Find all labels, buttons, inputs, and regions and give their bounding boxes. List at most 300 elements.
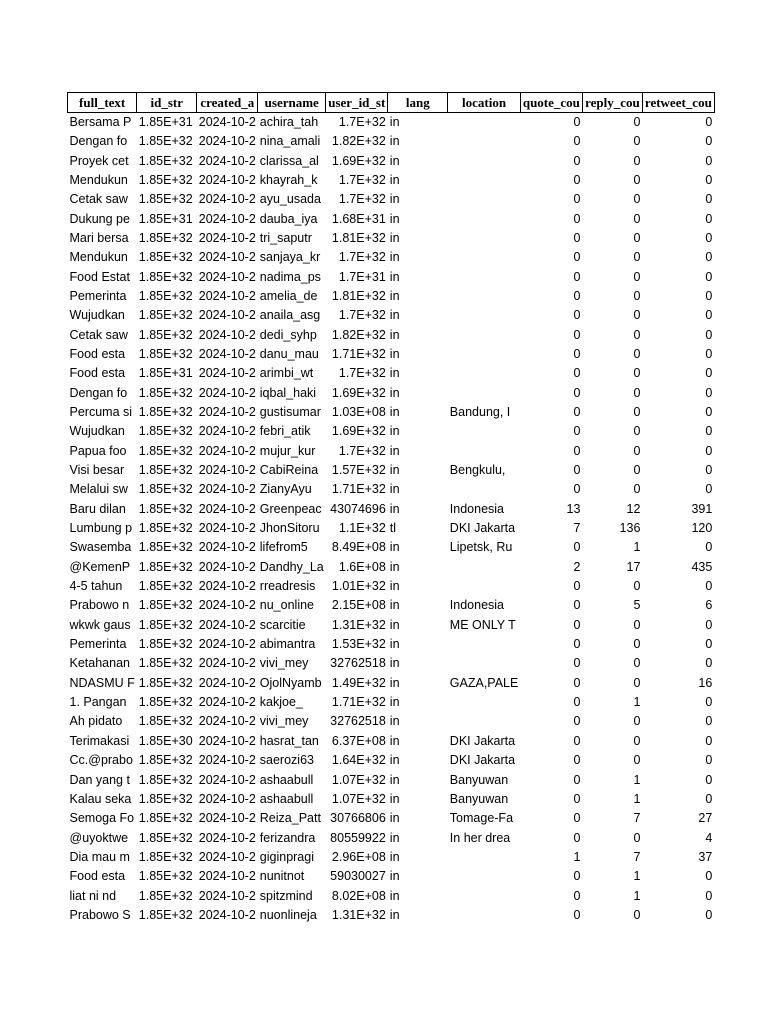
cell-username[interactable]: saerozi63 (259, 753, 314, 768)
cell-created-at[interactable]: 2024-10-2 (198, 443, 256, 458)
cell-id-str[interactable]: 1.85E+31 (138, 211, 193, 226)
cell-quote-count[interactable]: 0 (573, 811, 581, 826)
cell-username[interactable]: dedi_syhp (259, 327, 317, 342)
cell-full-text[interactable]: Prabowo S (69, 907, 131, 922)
cell-full-text[interactable]: Wujudkan (69, 424, 125, 439)
cell-reply-count[interactable]: 1 (633, 888, 641, 903)
cell-reply-count[interactable]: 1 (633, 695, 641, 710)
cell-location[interactable]: Indonesia (449, 501, 505, 516)
cell-id-str[interactable]: 1.85E+32 (138, 327, 193, 342)
cell-location[interactable] (448, 480, 521, 499)
cell-retweet-count[interactable]: 0 (705, 211, 713, 226)
cell-location[interactable] (448, 558, 521, 577)
cell-retweet-count[interactable]: 0 (705, 443, 713, 458)
cell-location[interactable] (448, 867, 521, 886)
cell-created-at[interactable]: 2024-10-2 (198, 385, 256, 400)
header-lang[interactable]: lang (388, 93, 448, 113)
cell-id-str[interactable]: 1.85E+31 (138, 366, 193, 381)
cell-created-at[interactable]: 2024-10-2 (198, 888, 256, 903)
cell-id-str[interactable]: 1.85E+32 (138, 404, 193, 419)
cell-created-at[interactable]: 2024-10-2 (198, 907, 256, 922)
cell-created-at[interactable]: 2024-10-2 (198, 482, 256, 497)
cell-id-str[interactable]: 1.85E+32 (138, 888, 193, 903)
cell-id-str[interactable]: 1.85E+32 (138, 250, 193, 265)
cell-id-str[interactable]: 1.85E+32 (138, 869, 193, 884)
cell-username[interactable]: nuonlineja (259, 907, 317, 922)
cell-retweet-count[interactable]: 0 (705, 637, 713, 652)
cell-username[interactable]: ZianyAyu (259, 482, 312, 497)
cell-retweet-count[interactable]: 0 (705, 250, 713, 265)
cell-retweet-count[interactable]: 4 (705, 830, 713, 845)
cell-created-at[interactable]: 2024-10-2 (198, 753, 256, 768)
cell-created-at[interactable]: 2024-10-2 (198, 424, 256, 439)
cell-retweet-count[interactable]: 0 (705, 366, 713, 381)
cell-quote-count[interactable]: 0 (573, 791, 581, 806)
cell-full-text[interactable]: Pemerinta (69, 637, 127, 652)
cell-id-str[interactable]: 1.85E+32 (138, 153, 193, 168)
cell-lang[interactable]: in (389, 637, 400, 652)
cell-username[interactable]: vivi_mey (259, 714, 309, 729)
cell-location[interactable] (448, 287, 521, 306)
cell-retweet-count[interactable]: 0 (705, 424, 713, 439)
cell-user-id-str[interactable]: 32762518 (330, 714, 386, 729)
cell-id-str[interactable]: 1.85E+32 (138, 656, 193, 671)
header-retweet-count[interactable]: retweet_cou (642, 93, 714, 113)
cell-username[interactable]: gustisumar (259, 404, 321, 419)
cell-location[interactable] (448, 712, 521, 731)
cell-retweet-count[interactable]: 16 (698, 675, 713, 690)
cell-user-id-str[interactable]: 1.7E+32 (338, 308, 386, 323)
cell-id-str[interactable]: 1.85E+32 (138, 288, 193, 303)
cell-lang[interactable]: in (389, 366, 400, 381)
header-quote-count[interactable]: quote_cou (520, 93, 582, 113)
cell-user-id-str[interactable]: 1.69E+32 (331, 385, 386, 400)
cell-id-str[interactable]: 1.85E+32 (138, 695, 193, 710)
cell-created-at[interactable]: 2024-10-2 (198, 366, 256, 381)
cell-created-at[interactable]: 2024-10-2 (198, 172, 256, 187)
cell-username[interactable]: nadima_ps (259, 269, 321, 284)
cell-retweet-count[interactable]: 0 (705, 540, 713, 555)
cell-retweet-count[interactable]: 0 (705, 753, 713, 768)
cell-quote-count[interactable]: 0 (573, 424, 581, 439)
cell-full-text[interactable]: Cc.@prabo (69, 753, 133, 768)
cell-full-text[interactable]: Mari bersa (69, 230, 129, 245)
cell-quote-count[interactable]: 0 (573, 656, 581, 671)
cell-lang[interactable]: in (389, 250, 400, 265)
cell-quote-count[interactable]: 0 (573, 385, 581, 400)
cell-location[interactable] (448, 577, 521, 596)
cell-quote-count[interactable]: 0 (573, 463, 581, 478)
cell-id-str[interactable]: 1.85E+32 (138, 714, 193, 729)
cell-username[interactable]: abimantra (259, 637, 316, 652)
cell-lang[interactable]: in (389, 675, 400, 690)
cell-created-at[interactable]: 2024-10-2 (198, 695, 256, 710)
header-user-id-str[interactable]: user_id_st (326, 93, 388, 113)
cell-retweet-count[interactable]: 0 (705, 288, 713, 303)
cell-lang[interactable]: in (389, 830, 400, 845)
cell-created-at[interactable]: 2024-10-2 (198, 288, 256, 303)
cell-lang[interactable]: in (389, 791, 400, 806)
cell-location[interactable]: Bengkulu, (449, 463, 506, 478)
cell-quote-count[interactable]: 0 (573, 366, 581, 381)
cell-retweet-count[interactable]: 0 (705, 327, 713, 342)
cell-reply-count[interactable]: 0 (633, 907, 641, 922)
cell-location[interactable]: Tomage-Fa (449, 811, 514, 826)
cell-location[interactable] (448, 886, 521, 905)
cell-user-id-str[interactable]: 1.7E+32 (338, 366, 386, 381)
cell-location[interactable] (448, 151, 521, 170)
cell-user-id-str[interactable]: 59030027 (330, 869, 386, 884)
cell-created-at[interactable]: 2024-10-2 (198, 211, 256, 226)
cell-username[interactable]: spitzmind (259, 888, 313, 903)
cell-location[interactable] (448, 364, 521, 383)
cell-location[interactable] (448, 635, 521, 654)
cell-lang[interactable]: in (389, 404, 400, 419)
cell-full-text[interactable]: 4-5 tahun (69, 579, 123, 594)
cell-quote-count[interactable]: 7 (573, 521, 581, 536)
cell-lang[interactable]: in (389, 482, 400, 497)
cell-created-at[interactable]: 2024-10-2 (198, 115, 256, 129)
cell-reply-count[interactable]: 7 (633, 811, 641, 826)
cell-retweet-count[interactable]: 0 (705, 888, 713, 903)
cell-retweet-count[interactable]: 0 (705, 579, 713, 594)
cell-lang[interactable]: in (389, 385, 400, 400)
cell-quote-count[interactable]: 0 (573, 753, 581, 768)
cell-full-text[interactable]: Percuma si (69, 404, 133, 419)
cell-lang[interactable]: in (389, 288, 400, 303)
cell-lang[interactable]: in (389, 714, 400, 729)
cell-lang[interactable]: in (389, 269, 400, 284)
cell-user-id-str[interactable]: 1.68E+31 (331, 211, 386, 226)
cell-user-id-str[interactable]: 6.37E+08 (331, 733, 386, 748)
cell-reply-count[interactable]: 5 (633, 598, 641, 613)
cell-id-str[interactable]: 1.85E+32 (138, 811, 193, 826)
cell-quote-count[interactable]: 0 (573, 404, 581, 419)
cell-lang[interactable]: in (389, 424, 400, 439)
cell-retweet-count[interactable]: 0 (705, 269, 713, 284)
cell-location[interactable] (448, 248, 521, 267)
cell-quote-count[interactable]: 0 (573, 211, 581, 226)
cell-username[interactable]: nunitnot (259, 869, 305, 884)
cell-location[interactable] (448, 906, 521, 925)
cell-reply-count[interactable]: 0 (633, 172, 641, 187)
cell-reply-count[interactable]: 0 (633, 617, 641, 632)
cell-location[interactable]: Lipetsk, Ru (449, 540, 513, 555)
cell-full-text[interactable]: 1. Pangan (69, 695, 127, 710)
cell-id-str[interactable]: 1.85E+31 (138, 115, 193, 129)
cell-full-text[interactable]: Proyek cet (69, 153, 129, 168)
cell-quote-count[interactable]: 0 (573, 153, 581, 168)
cell-reply-count[interactable]: 0 (633, 714, 641, 729)
cell-user-id-str[interactable]: 1.07E+32 (331, 791, 386, 806)
cell-created-at[interactable]: 2024-10-2 (198, 675, 256, 690)
cell-created-at[interactable]: 2024-10-2 (198, 869, 256, 884)
cell-retweet-count[interactable]: 0 (705, 134, 713, 149)
cell-user-id-str[interactable]: 1.82E+32 (331, 134, 386, 149)
cell-created-at[interactable]: 2024-10-2 (198, 714, 256, 729)
cell-reply-count[interactable]: 0 (633, 675, 641, 690)
cell-id-str[interactable]: 1.85E+32 (138, 849, 193, 864)
cell-full-text[interactable]: Swasemba (69, 540, 132, 555)
cell-username[interactable]: nina_amali (259, 134, 321, 149)
cell-full-text[interactable]: @KemenP (69, 559, 131, 574)
cell-quote-count[interactable]: 0 (573, 830, 581, 845)
cell-full-text[interactable]: wkwk gaus (69, 617, 131, 632)
cell-lang[interactable]: in (389, 230, 400, 245)
cell-id-str[interactable]: 1.85E+32 (138, 134, 193, 149)
cell-location[interactable] (448, 190, 521, 209)
cell-retweet-count[interactable]: 391 (691, 501, 713, 516)
cell-user-id-str[interactable]: 1.71E+32 (331, 695, 386, 710)
cell-quote-count[interactable]: 1 (573, 849, 581, 864)
cell-created-at[interactable]: 2024-10-2 (198, 598, 256, 613)
cell-username[interactable]: ashaabull (259, 791, 314, 806)
cell-retweet-count[interactable]: 37 (698, 849, 713, 864)
cell-location[interactable] (448, 848, 521, 867)
cell-location[interactable] (448, 267, 521, 286)
cell-id-str[interactable]: 1.85E+32 (138, 772, 193, 787)
cell-retweet-count[interactable]: 0 (705, 733, 713, 748)
cell-retweet-count[interactable]: 0 (705, 695, 713, 710)
cell-location[interactable] (448, 306, 521, 325)
cell-user-id-str[interactable]: 1.82E+32 (331, 327, 386, 342)
cell-location[interactable] (448, 229, 521, 248)
cell-location[interactable]: DKI Jakarta (449, 753, 516, 768)
cell-quote-count[interactable]: 0 (573, 192, 581, 207)
cell-retweet-count[interactable]: 0 (705, 907, 713, 922)
cell-id-str[interactable]: 1.85E+32 (138, 637, 193, 652)
cell-retweet-count[interactable]: 0 (705, 115, 713, 129)
cell-created-at[interactable]: 2024-10-2 (198, 579, 256, 594)
cell-lang[interactable]: in (389, 540, 400, 555)
cell-lang[interactable]: in (389, 443, 400, 458)
cell-retweet-count[interactable]: 435 (691, 559, 713, 574)
cell-lang[interactable]: in (389, 849, 400, 864)
cell-id-str[interactable]: 1.85E+32 (138, 501, 193, 516)
cell-reply-count[interactable]: 0 (633, 134, 641, 149)
cell-full-text[interactable]: Dukung pe (69, 211, 130, 226)
cell-full-text[interactable]: Cetak saw (69, 192, 128, 207)
cell-user-id-str[interactable]: 1.31E+32 (331, 617, 386, 632)
cell-id-str[interactable]: 1.85E+32 (138, 230, 193, 245)
cell-full-text[interactable]: Melalui sw (69, 482, 128, 497)
cell-reply-count[interactable]: 136 (619, 521, 641, 536)
cell-id-str[interactable]: 1.85E+32 (138, 559, 193, 574)
cell-reply-count[interactable]: 0 (633, 250, 641, 265)
cell-user-id-str[interactable]: 1.6E+08 (338, 559, 386, 574)
cell-lang[interactable]: in (389, 888, 400, 903)
cell-lang[interactable]: in (389, 211, 400, 226)
header-reply-count[interactable]: reply_cou (582, 93, 642, 113)
cell-lang[interactable]: in (389, 559, 400, 574)
cell-lang[interactable]: tl (389, 521, 397, 536)
cell-reply-count[interactable]: 1 (633, 791, 641, 806)
cell-username[interactable]: hasrat_tan (259, 733, 319, 748)
cell-retweet-count[interactable]: 0 (705, 192, 713, 207)
cell-location[interactable] (448, 113, 521, 133)
cell-id-str[interactable]: 1.85E+32 (138, 424, 193, 439)
cell-lang[interactable]: in (389, 463, 400, 478)
cell-created-at[interactable]: 2024-10-2 (198, 463, 256, 478)
cell-quote-count[interactable]: 0 (573, 695, 581, 710)
cell-username[interactable]: ayu_usada (259, 192, 321, 207)
cell-lang[interactable]: in (389, 192, 400, 207)
cell-reply-count[interactable]: 0 (633, 656, 641, 671)
cell-id-str[interactable]: 1.85E+32 (138, 192, 193, 207)
cell-created-at[interactable]: 2024-10-2 (198, 230, 256, 245)
cell-username[interactable]: arimbi_wt (259, 366, 314, 381)
cell-username[interactable]: febri_atik (259, 424, 311, 439)
cell-reply-count[interactable]: 0 (633, 830, 641, 845)
cell-id-str[interactable]: 1.85E+32 (138, 443, 193, 458)
cell-quote-count[interactable]: 0 (573, 327, 581, 342)
cell-quote-count[interactable]: 0 (573, 134, 581, 149)
cell-location[interactable]: Banyuwan (449, 772, 509, 787)
cell-location[interactable] (448, 442, 521, 461)
cell-reply-count[interactable]: 0 (633, 579, 641, 594)
cell-lang[interactable]: in (389, 617, 400, 632)
cell-location[interactable]: In her drea (449, 830, 511, 845)
cell-quote-count[interactable]: 0 (573, 888, 581, 903)
cell-retweet-count[interactable]: 0 (705, 385, 713, 400)
cell-reply-count[interactable]: 0 (633, 366, 641, 381)
cell-full-text[interactable]: Lumbung p (69, 521, 133, 536)
cell-created-at[interactable]: 2024-10-2 (198, 134, 256, 149)
cell-reply-count[interactable]: 0 (633, 115, 641, 129)
cell-lang[interactable]: in (389, 733, 400, 748)
cell-location[interactable]: Banyuwan (449, 791, 509, 806)
cell-reply-count[interactable]: 0 (633, 269, 641, 284)
cell-full-text[interactable]: Mendukun (69, 250, 128, 265)
cell-retweet-count[interactable]: 27 (698, 811, 713, 826)
cell-user-id-str[interactable]: 2.15E+08 (331, 598, 386, 613)
cell-lang[interactable]: in (389, 579, 400, 594)
cell-user-id-str[interactable]: 1.71E+32 (331, 482, 386, 497)
cell-quote-count[interactable]: 0 (573, 772, 581, 787)
cell-full-text[interactable]: Food esta (69, 346, 126, 361)
cell-quote-count[interactable]: 0 (573, 637, 581, 652)
cell-created-at[interactable]: 2024-10-2 (198, 617, 256, 632)
cell-location[interactable]: GAZA,PALE (449, 675, 519, 690)
cell-retweet-count[interactable]: 0 (705, 463, 713, 478)
cell-reply-count[interactable]: 0 (633, 637, 641, 652)
cell-id-str[interactable]: 1.85E+32 (138, 540, 193, 555)
cell-quote-count[interactable]: 0 (573, 288, 581, 303)
cell-retweet-count[interactable]: 0 (705, 308, 713, 323)
cell-reply-count[interactable]: 0 (633, 753, 641, 768)
cell-id-str[interactable]: 1.85E+32 (138, 521, 193, 536)
cell-username[interactable]: kakjoe_ (259, 695, 303, 710)
cell-reply-count[interactable]: 12 (626, 501, 641, 516)
cell-quote-count[interactable]: 0 (573, 579, 581, 594)
cell-id-str[interactable]: 1.85E+32 (138, 791, 193, 806)
cell-quote-count[interactable]: 0 (573, 617, 581, 632)
cell-quote-count[interactable]: 0 (573, 115, 581, 129)
cell-id-str[interactable]: 1.85E+32 (138, 753, 193, 768)
cell-created-at[interactable]: 2024-10-2 (198, 327, 256, 342)
cell-reply-count[interactable]: 0 (633, 733, 641, 748)
cell-username[interactable]: clarissa_al (259, 153, 319, 168)
cell-user-id-str[interactable]: 1.7E+32 (338, 443, 386, 458)
cell-quote-count[interactable]: 0 (573, 675, 581, 690)
cell-full-text[interactable]: liat ni nd (69, 888, 117, 903)
cell-full-text[interactable]: Papua foo (69, 443, 127, 458)
cell-user-id-str[interactable]: 1.01E+32 (331, 579, 386, 594)
cell-username[interactable]: Greenpeac (259, 501, 322, 516)
cell-full-text[interactable]: @uyoktwe (69, 830, 129, 845)
cell-full-text[interactable]: Kalau seka (69, 791, 132, 806)
cell-full-text[interactable]: Visi besar (69, 463, 125, 478)
cell-lang[interactable]: in (389, 656, 400, 671)
cell-lang[interactable]: in (389, 346, 400, 361)
cell-full-text[interactable]: Terimakasi (69, 733, 130, 748)
cell-quote-count[interactable]: 0 (573, 482, 581, 497)
cell-created-at[interactable]: 2024-10-2 (198, 250, 256, 265)
cell-full-text[interactable]: Dan yang t (69, 772, 130, 787)
cell-username[interactable]: amelia_de (259, 288, 318, 303)
cell-retweet-count[interactable]: 0 (705, 230, 713, 245)
cell-quote-count[interactable]: 0 (573, 308, 581, 323)
cell-created-at[interactable]: 2024-10-2 (198, 733, 256, 748)
cell-lang[interactable]: in (389, 598, 400, 613)
cell-lang[interactable]: in (389, 327, 400, 342)
cell-username[interactable]: ferizandra (259, 830, 316, 845)
cell-created-at[interactable]: 2024-10-2 (198, 849, 256, 864)
cell-location[interactable] (448, 171, 521, 190)
cell-id-str[interactable]: 1.85E+32 (138, 482, 193, 497)
cell-created-at[interactable]: 2024-10-2 (198, 637, 256, 652)
cell-id-str[interactable]: 1.85E+32 (138, 346, 193, 361)
cell-location[interactable] (448, 693, 521, 712)
cell-reply-count[interactable]: 0 (633, 327, 641, 342)
cell-reply-count[interactable]: 0 (633, 424, 641, 439)
cell-full-text[interactable]: Dengan fo (69, 385, 128, 400)
cell-created-at[interactable]: 2024-10-2 (198, 404, 256, 419)
cell-quote-count[interactable]: 0 (573, 598, 581, 613)
cell-username[interactable]: khayrah_k (259, 172, 318, 187)
cell-retweet-count[interactable]: 0 (705, 404, 713, 419)
cell-lang[interactable]: in (389, 869, 400, 884)
cell-quote-count[interactable]: 0 (573, 733, 581, 748)
cell-reply-count[interactable]: 1 (633, 869, 641, 884)
cell-reply-count[interactable]: 0 (633, 346, 641, 361)
cell-user-id-str[interactable]: 8.02E+08 (331, 888, 386, 903)
cell-user-id-str[interactable]: 1.7E+32 (338, 192, 386, 207)
cell-username[interactable]: JhonSitoru (259, 521, 320, 536)
cell-reply-count[interactable]: 0 (633, 463, 641, 478)
cell-id-str[interactable]: 1.85E+32 (138, 269, 193, 284)
cell-user-id-str[interactable]: 1.69E+32 (331, 424, 386, 439)
cell-retweet-count[interactable]: 0 (705, 346, 713, 361)
cell-location[interactable] (448, 209, 521, 228)
cell-lang[interactable]: in (389, 153, 400, 168)
cell-quote-count[interactable]: 0 (573, 230, 581, 245)
cell-full-text[interactable]: Baru dilan (69, 501, 126, 516)
cell-created-at[interactable]: 2024-10-2 (198, 811, 256, 826)
cell-reply-count[interactable]: 0 (633, 230, 641, 245)
cell-location[interactable] (448, 383, 521, 402)
header-created-at[interactable]: created_a (197, 93, 258, 113)
cell-full-text[interactable]: Bersama P (69, 115, 132, 129)
cell-location[interactable]: DKI Jakarta (449, 521, 516, 536)
cell-username[interactable]: dauba_iya (259, 211, 318, 226)
cell-quote-count[interactable]: 0 (573, 269, 581, 284)
cell-id-str[interactable]: 1.85E+32 (138, 172, 193, 187)
header-full-text[interactable]: full_text (68, 93, 137, 113)
cell-location[interactable] (448, 325, 521, 344)
cell-username[interactable]: giginpragi (259, 849, 314, 864)
cell-id-str[interactable]: 1.85E+32 (138, 385, 193, 400)
